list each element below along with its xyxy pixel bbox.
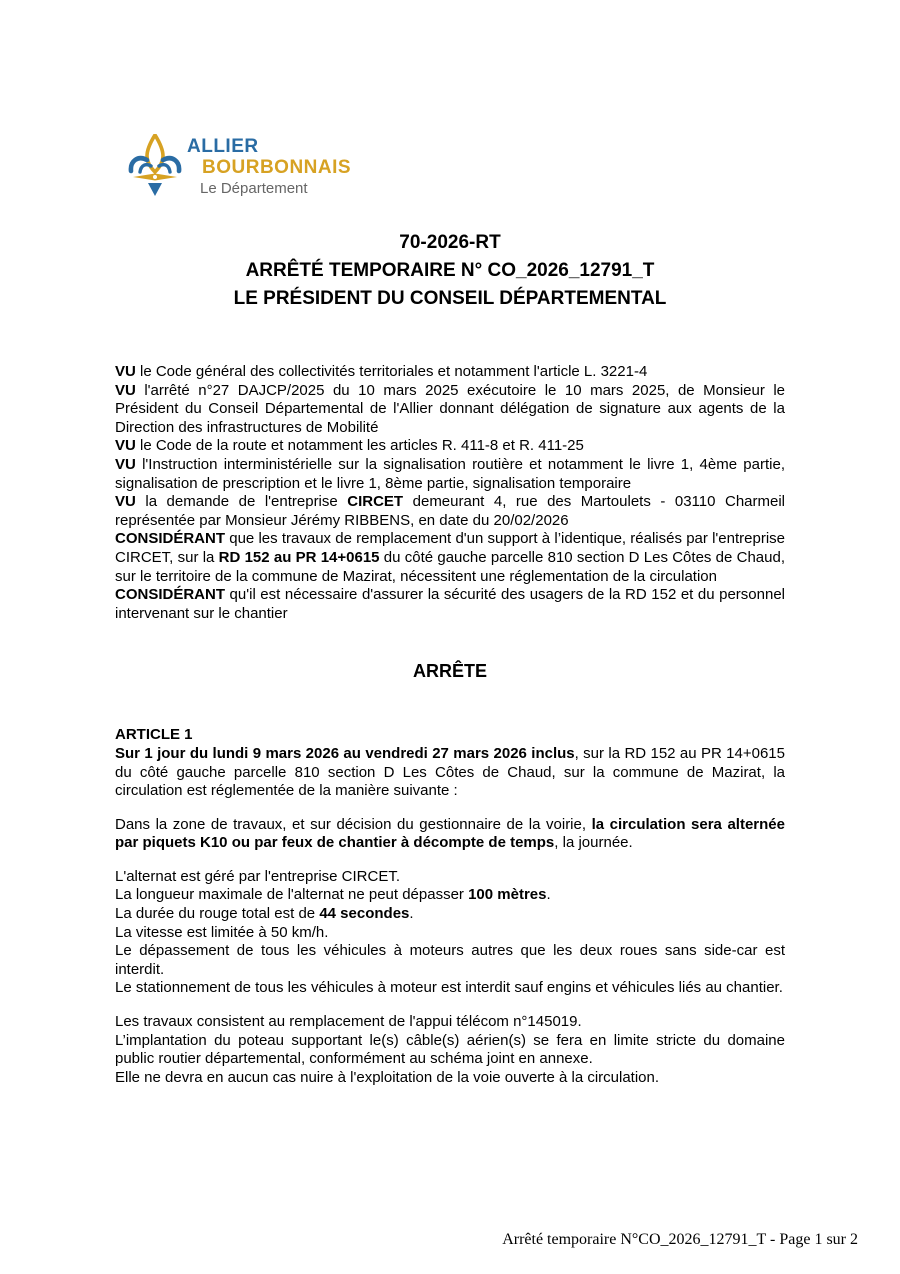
article1-paragraph: Les travaux consistent au remplacement de l'appui télécom n°145019. (115, 1013, 582, 1031)
preamble-paragraph: VU la demande de l'entreprise CIRCET demeurant 4, rue des Martoulets - 03110 Charmeil représentée par Monsieur Jérémy RIBBENS, en date du 20/02/2026 (115, 493, 785, 529)
preamble-paragraph: VU le Code général des collectivités territoriales et notamment l'article L. 3221-4 (115, 363, 648, 380)
logo-name-allier: ALLIER (187, 136, 259, 157)
preamble-paragraph: CONSIDÉRANT que les travaux de remplacement d'un support à l’identique, réalisés par l'entreprise CIRCET, sur la RD 152 au PR 14+0615 du côté gauche parcelle 810 section D Les Côtes de Chaud, sur le territoire de la commune de Mazirat, nécessitent une réglementation de la circulation (115, 530, 785, 585)
preamble-paragraph: VU l'arrêté n°27 DAJCP/2025 du 10 mars 2025 exécutoire le 10 mars 2025, de Monsieur le Président du Conseil Départemental de l'Allier donnant délégation de signature aux agents de la Direction des infrastructures de Mobilité (115, 381, 785, 436)
logo-text (187, 134, 351, 199)
article1-paragraph: La vitesse est limitée à 50 km/h. (115, 923, 329, 941)
article1-heading: ARTICLE 1 (115, 726, 193, 744)
article1-paragraph: La longueur maximale de l'alternat ne peut dépasser 100 mètres. (115, 886, 551, 904)
article1-paragraph: La durée du rouge total est de 44 secondes. (115, 905, 414, 923)
title-decree-number: ARRÊTÉ TEMPORAIRE N° CO_2026_12791_T (245, 260, 655, 281)
article1-paragraph: Le stationnement de tous les véhicules à moteur est interdit sauf engins et véhicules liés au chantier. (115, 979, 783, 997)
preamble-paragraph: VU l'Instruction interministérielle sur la signalisation routière et notamment le livre 1, 4ème partie, signalisation de prescription et le livre 1, 8ème partie, signalisation temporaire (115, 455, 785, 492)
title-reference: 70-2026-RT (399, 232, 501, 253)
decree-heading: ARRÊTE (412, 661, 487, 682)
document-title (0, 229, 900, 313)
page-footer: Arrêté temporaire N°CO_2026_12791_T - Page 1 sur 2 (502, 1231, 858, 1248)
preamble-paragraph: VU le Code de la route et notamment les articles R. 411-8 et R. 411-25 (115, 437, 584, 455)
article1-paragraph: L’implantation du poteau supportant le(s) câble(s) aérien(s) se fera en limite stricte du domaine public routier départemental, conformément au schéma joint en annexe. (115, 1031, 785, 1068)
document-body (115, 363, 785, 1087)
article1-paragraph: Sur 1 jour du lundi 9 mars 2026 au vendredi 27 mars 2026 inclus, sur la RD 152 au PR 14+0615 du côté gauche parcelle 810 section D Les Côtes de Chaud, sur la commune de Mazirat, la circulation est réglementée de la manière suivante : (115, 744, 785, 800)
logo-subtitle: Le Département (200, 180, 308, 197)
article1-paragraph: L'alternat est géré par l'entreprise CIRCET. (115, 867, 401, 885)
article1-paragraph: Elle ne devra en aucun cas nuire à l'exploitation de la voie ouverte à la circulation. (115, 1068, 660, 1086)
department-logo (128, 134, 351, 204)
fleur-de-lis-icon (128, 134, 182, 204)
article1-paragraph: Dans la zone de travaux, et sur décision du gestionnaire de la voirie, la circulation sera alternée par piquets K10 ou par feux de chantier à décompte de temps, la journée. (115, 815, 785, 852)
title-authority: LE PRÉSIDENT DU CONSEIL DÉPARTEMENTAL (233, 288, 667, 309)
preamble-paragraph: CONSIDÉRANT qu'il est nécessaire d'assurer la sécurité des usagers de la RD 152 et du personnel intervenant sur le chantier (115, 586, 785, 622)
logo-name-bourbonnais: BOURBONNAIS (202, 157, 352, 178)
article1-paragraph: Le dépassement de tous les véhicules à moteurs autres que les deux roues sans side-car est interdit. (115, 942, 785, 978)
